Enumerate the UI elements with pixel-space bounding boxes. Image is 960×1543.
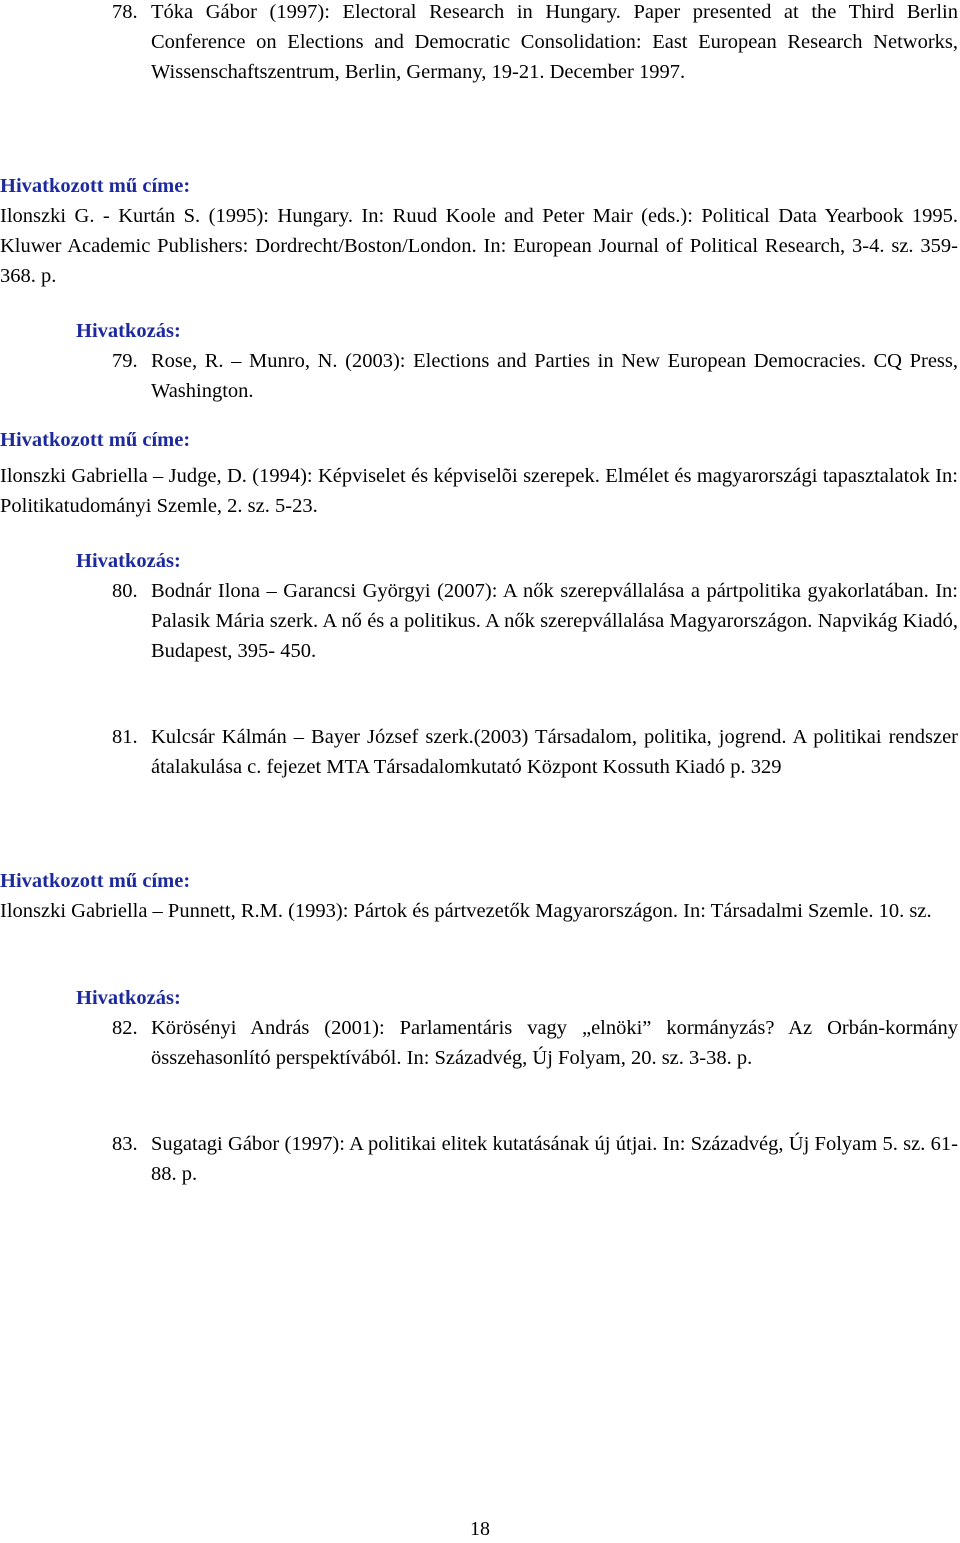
cited-work-heading: Hivatkozott mű címe: <box>0 870 191 892</box>
reference-text: Tóka Gábor (1997): Electoral Research in Hungary. Paper presented at the Third Berlin Conference on Elections and Democratic Consolidation: East European Research Networks, Wissenschaftszentrum, Berlin, Germany, 19-21. December 1997. <box>151 1 958 83</box>
cited-work-text: Ilonszki G. - Kurtán S. (1995): Hungary. In: Ruud Koole and Peter Mair (eds.): Political Data Yearbook 1995. Kluwer Academic Publishers: Dordrecht/Boston/London. In: European Journal of Political Research, 3-4. sz. 359-368. p. <box>0 205 958 287</box>
reference-entry <box>112 346 958 406</box>
reference-number: 79. <box>112 350 138 372</box>
reference-number: 81. <box>112 726 138 748</box>
reference-number: 82. <box>112 1017 138 1039</box>
citing-heading: Hivatkozás: <box>76 987 181 1009</box>
reference-entry <box>112 576 958 666</box>
cited-work-text: Ilonszki Gabriella – Judge, D. (1994): Képviselet és képviselõi szerepek. Elmélet és magyarországi tapasztalatok In: Politikatudományi Szemle, 2. sz. 5-23. <box>0 465 958 517</box>
cited-work-heading: Hivatkozott mű címe: <box>0 175 191 197</box>
citing-heading: Hivatkozás: <box>76 320 181 342</box>
page-number: 18 <box>470 1518 490 1540</box>
reference-entry <box>112 0 958 87</box>
cited-work-text: Ilonszki Gabriella – Punnett, R.M. (1993): Pártok és pártvezetők Magyarországon. In: Társadalmi Szemle. 10. sz. <box>0 900 932 922</box>
reference-number: 80. <box>112 580 138 602</box>
reference-entry <box>112 1013 958 1073</box>
cited-work-heading: Hivatkozott mű címe: <box>0 429 191 451</box>
reference-text: Bodnár Ilona – Garancsi Györgyi (2007): A nők szerepvállalása a pártpolitika gyakorlatában. In: Palasik Mária szerk. A nő és a politikus. A nők szerepvállalása Magyarországon. Napvikág Kiadó, Budapest, 395- 450. <box>151 580 958 662</box>
reference-text: Sugatagi Gábor (1997): A politikai elitek kutatásának új útjai. In: Századvég, Új Folyam 5. sz. 61-88. p. <box>151 1133 958 1185</box>
reference-entry <box>112 1129 958 1189</box>
citing-heading: Hivatkozás: <box>76 550 181 572</box>
reference-text: Kulcsár Kálmán – Bayer József szerk.(2003) Társadalom, politika, jogrend. A politikai rendszer átalakulása c. fejezet MTA Társadalomkutató Központ Kossuth Kiadó p. 329 <box>151 726 958 778</box>
reference-number: 78. <box>112 1 138 23</box>
reference-entry <box>112 722 958 782</box>
reference-text: Rose, R. – Munro, N. (2003): Elections and Parties in New European Democracies. CQ Press, Washington. <box>151 350 958 402</box>
reference-text: Körösényi András (2001): Parlamentáris vagy „elnöki” kormányzás? Az Orbán-kormány összehasonlító perspektívából. In: Századvég, Új Folyam, 20. sz. 3-38. p. <box>151 1017 958 1069</box>
reference-number: 83. <box>112 1133 138 1155</box>
